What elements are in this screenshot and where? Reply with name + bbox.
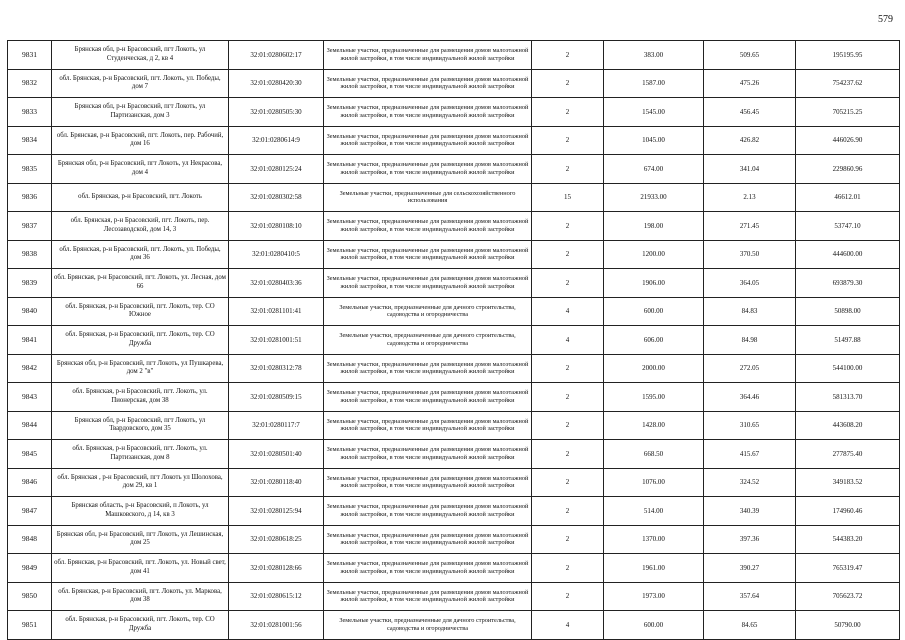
cadastral-number-cell: 32:01:0281001:56 xyxy=(229,611,324,640)
group-number-cell: 2 xyxy=(532,582,604,611)
row-number: 9849 xyxy=(8,554,52,583)
specific-value-cell: 84.98 xyxy=(704,326,796,355)
address-cell: обл. Брянская, р-н Брасовский, пгт. Локоть, ул. Победы, дом 36 xyxy=(52,240,229,269)
cadastral-number-cell: 32:01:0281101:41 xyxy=(229,297,324,326)
address-cell: обл. Брянская, р-н Брасовский, пгт. Локоть, ул. Лесная, дом 66 xyxy=(52,269,229,298)
row-number: 9833 xyxy=(8,98,52,127)
row-number: 9843 xyxy=(8,383,52,412)
table-row xyxy=(8,468,900,497)
cadastral-value-cell: 50790.00 xyxy=(796,611,900,640)
table-row xyxy=(8,183,900,212)
group-number-cell: 4 xyxy=(532,326,604,355)
cadastral-value-cell: 705215.25 xyxy=(796,98,900,127)
table-row xyxy=(8,383,900,412)
area-cell: 1906.00 xyxy=(604,269,704,298)
table-row xyxy=(8,98,900,127)
area-cell: 1045.00 xyxy=(604,126,704,155)
cadastral-number-cell: 32:01:0280125:24 xyxy=(229,155,324,184)
address-cell: обл. Брянская, р-н Брасовский, пгт. Локоть, ул. Пионерская, дом 38 xyxy=(52,383,229,412)
address-cell: обл. Брянская, р-н Брасовский, пгт. Локоть, пер. Рабочий, дом 16 xyxy=(52,126,229,155)
cadastral-value-table xyxy=(7,40,900,640)
table-row xyxy=(8,212,900,241)
address-cell: обл. Брянская, р-н Брасовский, пгт. Локоть, ул. Маркова, дом 38 xyxy=(52,582,229,611)
area-cell: 2000.00 xyxy=(604,354,704,383)
address-cell: Брянская обл, р-н Брасовский, пгт Локоть, ул Твардовского, дом 35 xyxy=(52,411,229,440)
table-row xyxy=(8,440,900,469)
land-use-cell: Земельные участки, предназначенные для размещения домов малоэтажной жилой застройки, в том числе индивидуальной жилой застройки xyxy=(324,383,532,412)
land-use-cell: Земельные участки, предназначенные для размещения домов малоэтажной жилой застройки, в том числе индивидуальной жилой застройки xyxy=(324,525,532,554)
specific-value-cell: 390.27 xyxy=(704,554,796,583)
cadastral-value-cell: 754237.62 xyxy=(796,69,900,98)
land-use-cell: Земельные участки, предназначенные для размещения домов малоэтажной жилой застройки, в том числе индивидуальной жилой застройки xyxy=(324,240,532,269)
row-number: 9831 xyxy=(8,41,52,70)
cadastral-value-cell: 50898.00 xyxy=(796,297,900,326)
cadastral-number-cell: 32:01:0280117:7 xyxy=(229,411,324,440)
area-cell: 1428.00 xyxy=(604,411,704,440)
cadastral-number-cell: 32:01:0280505:30 xyxy=(229,98,324,127)
specific-value-cell: 509.65 xyxy=(704,41,796,70)
specific-value-cell: 364.05 xyxy=(704,269,796,298)
cadastral-number-cell: 32:01:0280403:36 xyxy=(229,269,324,298)
area-cell: 1370.00 xyxy=(604,525,704,554)
address-cell: Брянская обл, р-н Брасовский, пгт Локоть, ул Лешинская, дом 25 xyxy=(52,525,229,554)
specific-value-cell: 370.50 xyxy=(704,240,796,269)
row-number: 9842 xyxy=(8,354,52,383)
table-row xyxy=(8,297,900,326)
group-number-cell: 2 xyxy=(532,41,604,70)
land-use-cell: Земельные участки, предназначенные для размещения домов малоэтажной жилой застройки, в том числе индивидуальной жилой застройки xyxy=(324,354,532,383)
area-cell: 1076.00 xyxy=(604,468,704,497)
address-cell: Брянская обл, р-н Брасовский, пгт Локоть, ул Пушкарева, дом 2 "в" xyxy=(52,354,229,383)
specific-value-cell: 357.64 xyxy=(704,582,796,611)
row-number: 9832 xyxy=(8,69,52,98)
specific-value-cell: 84.83 xyxy=(704,297,796,326)
table-row xyxy=(8,554,900,583)
row-number: 9838 xyxy=(8,240,52,269)
cadastral-number-cell: 32:01:0280615:12 xyxy=(229,582,324,611)
cadastral-number-cell: 32:01:0280108:10 xyxy=(229,212,324,241)
specific-value-cell: 2.13 xyxy=(704,183,796,212)
area-cell: 606.00 xyxy=(604,326,704,355)
cadastral-value-cell: 446026.90 xyxy=(796,126,900,155)
area-cell: 1961.00 xyxy=(604,554,704,583)
table-row xyxy=(8,411,900,440)
group-number-cell: 2 xyxy=(532,240,604,269)
cadastral-value-cell: 46612.01 xyxy=(796,183,900,212)
table-row xyxy=(8,497,900,526)
row-number: 9840 xyxy=(8,297,52,326)
address-cell: Брянская обл, р-н Брасовский, пгт Локоть, ул Некрасова, дом 4 xyxy=(52,155,229,184)
cadastral-value-cell: 349183.52 xyxy=(796,468,900,497)
specific-value-cell: 340.39 xyxy=(704,497,796,526)
table-row xyxy=(8,240,900,269)
group-number-cell: 2 xyxy=(532,440,604,469)
table-row xyxy=(8,155,900,184)
cadastral-value-cell: 693879.30 xyxy=(796,269,900,298)
group-number-cell: 2 xyxy=(532,497,604,526)
land-use-cell: Земельные участки, предназначенные для размещения домов малоэтажной жилой застройки, в том числе индивидуальной жилой застройки xyxy=(324,497,532,526)
specific-value-cell: 475.26 xyxy=(704,69,796,98)
cadastral-number-cell: 32:01:0280125:94 xyxy=(229,497,324,526)
cadastral-number-cell: 32:01:0280509:15 xyxy=(229,383,324,412)
address-cell: обл. Брянская, р-н Брасовский, пгт. Локоть, тер. СО Дружба xyxy=(52,611,229,640)
area-cell: 674.00 xyxy=(604,155,704,184)
area-cell: 1587.00 xyxy=(604,69,704,98)
address-cell: Брянская область, р-н Брасовский, п Локоть, ул Машковского, д 14, кв 3 xyxy=(52,497,229,526)
row-number: 9851 xyxy=(8,611,52,640)
land-use-cell: Земельные участки, предназначенные для дачного строительства, садоводства и огородничества xyxy=(324,297,532,326)
specific-value-cell: 456.45 xyxy=(704,98,796,127)
group-number-cell: 2 xyxy=(532,98,604,127)
land-use-cell: Земельные участки, предназначенные для размещения домов малоэтажной жилой застройки, в том числе индивидуальной жилой застройки xyxy=(324,468,532,497)
address-cell: обл. Брянская , р-н Брасовский, пгт Локоть ул Шолохова, дом 29, кв 1 xyxy=(52,468,229,497)
area-cell: 514.00 xyxy=(604,497,704,526)
row-number: 9848 xyxy=(8,525,52,554)
cadastral-number-cell: 32:01:0280128:66 xyxy=(229,554,324,583)
group-number-cell: 4 xyxy=(532,297,604,326)
group-number-cell: 2 xyxy=(532,126,604,155)
row-number: 9850 xyxy=(8,582,52,611)
cadastral-value-cell: 443608.20 xyxy=(796,411,900,440)
group-number-cell: 4 xyxy=(532,611,604,640)
group-number-cell: 2 xyxy=(532,525,604,554)
area-cell: 1545.00 xyxy=(604,98,704,127)
cadastral-value-cell: 765319.47 xyxy=(796,554,900,583)
address-cell: обл. Брянская, р-н Брасовский, пгт. Локоть, тер. СО Дружба xyxy=(52,326,229,355)
address-cell: обл. Брянская, р-н Брасовский, пгт. Локоть xyxy=(52,183,229,212)
land-use-cell: Земельные участки, предназначенные для размещения домов малоэтажной жилой застройки, в том числе индивидуальной жилой застройки xyxy=(324,212,532,241)
specific-value-cell: 415.67 xyxy=(704,440,796,469)
group-number-cell: 2 xyxy=(532,269,604,298)
table-row xyxy=(8,611,900,640)
cadastral-number-cell: 32:01:0281001:51 xyxy=(229,326,324,355)
address-cell: обл. Брянская, р-н Брасовский, пгт. Локоть, ул. Победы, дом 7 xyxy=(52,69,229,98)
row-number: 9837 xyxy=(8,212,52,241)
land-use-cell: Земельные участки, предназначенные для дачного строительства, садоводства и огородничества xyxy=(324,611,532,640)
table-row xyxy=(8,126,900,155)
address-cell: обл. Брянская, р-н Брасовский, пгт. Локоть, пер. Лесозаводской, дом 14, 3 xyxy=(52,212,229,241)
specific-value-cell: 341.04 xyxy=(704,155,796,184)
row-number: 9846 xyxy=(8,468,52,497)
cadastral-number-cell: 32:01:0280618:25 xyxy=(229,525,324,554)
land-use-cell: Земельные участки, предназначенные для размещения домов малоэтажной жилой застройки, в том числе индивидуальной жилой застройки xyxy=(324,582,532,611)
row-number: 9844 xyxy=(8,411,52,440)
land-use-cell: Земельные участки, предназначенные для размещения домов малоэтажной жилой застройки, в том числе индивидуальной жилой застройки xyxy=(324,440,532,469)
land-use-cell: Земельные участки, предназначенные для размещения домов малоэтажной жилой застройки, в том числе индивидуальной жилой застройки xyxy=(324,69,532,98)
specific-value-cell: 84.65 xyxy=(704,611,796,640)
group-number-cell: 2 xyxy=(532,354,604,383)
address-cell: обл. Брянская, р-н Брасовский, пгт. Локоть, ул. Новый свет, дом 41 xyxy=(52,554,229,583)
address-cell: обл. Брянская, р-н Брасовский, пгт. Локоть, ул. Партизанская, дом 8 xyxy=(52,440,229,469)
group-number-cell: 2 xyxy=(532,411,604,440)
cadastral-value-cell: 444600.00 xyxy=(796,240,900,269)
table-row xyxy=(8,354,900,383)
cadastral-value-cell: 581313.70 xyxy=(796,383,900,412)
cadastral-value-cell: 229860.96 xyxy=(796,155,900,184)
group-number-cell: 15 xyxy=(532,183,604,212)
specific-value-cell: 364.46 xyxy=(704,383,796,412)
table-row xyxy=(8,69,900,98)
table-row xyxy=(8,582,900,611)
group-number-cell: 2 xyxy=(532,212,604,241)
row-number: 9845 xyxy=(8,440,52,469)
cadastral-number-cell: 32:01:0280118:40 xyxy=(229,468,324,497)
group-number-cell: 2 xyxy=(532,155,604,184)
land-use-cell: Земельные участки, предназначенные для сельскохозяйственного использования xyxy=(324,183,532,212)
cadastral-number-cell: 32:01:0280602:17 xyxy=(229,41,324,70)
area-cell: 383.00 xyxy=(604,41,704,70)
table-row xyxy=(8,41,900,70)
area-cell: 668.50 xyxy=(604,440,704,469)
area-cell: 1200.00 xyxy=(604,240,704,269)
table-row xyxy=(8,269,900,298)
cadastral-value-cell: 705623.72 xyxy=(796,582,900,611)
specific-value-cell: 397.36 xyxy=(704,525,796,554)
cadastral-number-cell: 32:01:0280420:30 xyxy=(229,69,324,98)
land-use-cell: Земельные участки, предназначенные для размещения домов малоэтажной жилой застройки, в том числе индивидуальной жилой застройки xyxy=(324,155,532,184)
row-number: 9835 xyxy=(8,155,52,184)
table-row xyxy=(8,326,900,355)
specific-value-cell: 310.65 xyxy=(704,411,796,440)
specific-value-cell: 272.05 xyxy=(704,354,796,383)
address-cell: Брянская обл, р-н Брасовский, пгт Локоть, ул Студенческая, д 2, кв 4 xyxy=(52,41,229,70)
area-cell: 1595.00 xyxy=(604,383,704,412)
table-body xyxy=(8,41,900,640)
address-cell: обл. Брянская, р-н Брасовский, пгт. Локоть, тер. СО Южное xyxy=(52,297,229,326)
address-cell: Брянская обл, р-н Брасовский, пгт Локоть, ул Партизанская, дом 3 xyxy=(52,98,229,127)
area-cell: 600.00 xyxy=(604,297,704,326)
land-use-cell: Земельные участки, предназначенные для размещения домов малоэтажной жилой застройки, в том числе индивидуальной жилой застройки xyxy=(324,126,532,155)
area-cell: 198.00 xyxy=(604,212,704,241)
cadastral-value-cell: 53747.10 xyxy=(796,212,900,241)
group-number-cell: 2 xyxy=(532,69,604,98)
row-number: 9839 xyxy=(8,269,52,298)
specific-value-cell: 426.82 xyxy=(704,126,796,155)
cadastral-number-cell: 32:01:0280312:78 xyxy=(229,354,324,383)
cadastral-value-cell: 174960.46 xyxy=(796,497,900,526)
cadastral-value-cell: 544100.00 xyxy=(796,354,900,383)
group-number-cell: 2 xyxy=(532,554,604,583)
land-use-cell: Земельные участки, предназначенные для дачного строительства, садоводства и огородничества xyxy=(324,326,532,355)
row-number: 9847 xyxy=(8,497,52,526)
cadastral-value-cell: 195195.95 xyxy=(796,41,900,70)
row-number: 9834 xyxy=(8,126,52,155)
area-cell: 600.00 xyxy=(604,611,704,640)
group-number-cell: 2 xyxy=(532,383,604,412)
land-use-cell: Земельные участки, предназначенные для размещения домов малоэтажной жилой застройки, в том числе индивидуальной жилой застройки xyxy=(324,411,532,440)
group-number-cell: 2 xyxy=(532,468,604,497)
specific-value-cell: 271.45 xyxy=(704,212,796,241)
cadastral-value-cell: 277875.40 xyxy=(796,440,900,469)
land-use-cell: Земельные участки, предназначенные для размещения домов малоэтажной жилой застройки, в том числе индивидуальной жилой застройки xyxy=(324,41,532,70)
row-number: 9841 xyxy=(8,326,52,355)
table-row xyxy=(8,525,900,554)
page-number: 579 xyxy=(878,14,893,25)
specific-value-cell: 324.52 xyxy=(704,468,796,497)
cadastral-value-cell: 51497.88 xyxy=(796,326,900,355)
cadastral-number-cell: 32:01:0280410:5 xyxy=(229,240,324,269)
cadastral-number-cell: 32:01:0280302:58 xyxy=(229,183,324,212)
cadastral-value-cell: 544383.20 xyxy=(796,525,900,554)
area-cell: 21933.00 xyxy=(604,183,704,212)
cadastral-number-cell: 32:01:0280501:40 xyxy=(229,440,324,469)
cadastral-number-cell: 32:01:0280614:9 xyxy=(229,126,324,155)
land-use-cell: Земельные участки, предназначенные для размещения домов малоэтажной жилой застройки, в том числе индивидуальной жилой застройки xyxy=(324,554,532,583)
area-cell: 1973.00 xyxy=(604,582,704,611)
land-use-cell: Земельные участки, предназначенные для размещения домов малоэтажной жилой застройки, в том числе индивидуальной жилой застройки xyxy=(324,269,532,298)
land-use-cell: Земельные участки, предназначенные для размещения домов малоэтажной жилой застройки, в том числе индивидуальной жилой застройки xyxy=(324,98,532,127)
row-number: 9836 xyxy=(8,183,52,212)
